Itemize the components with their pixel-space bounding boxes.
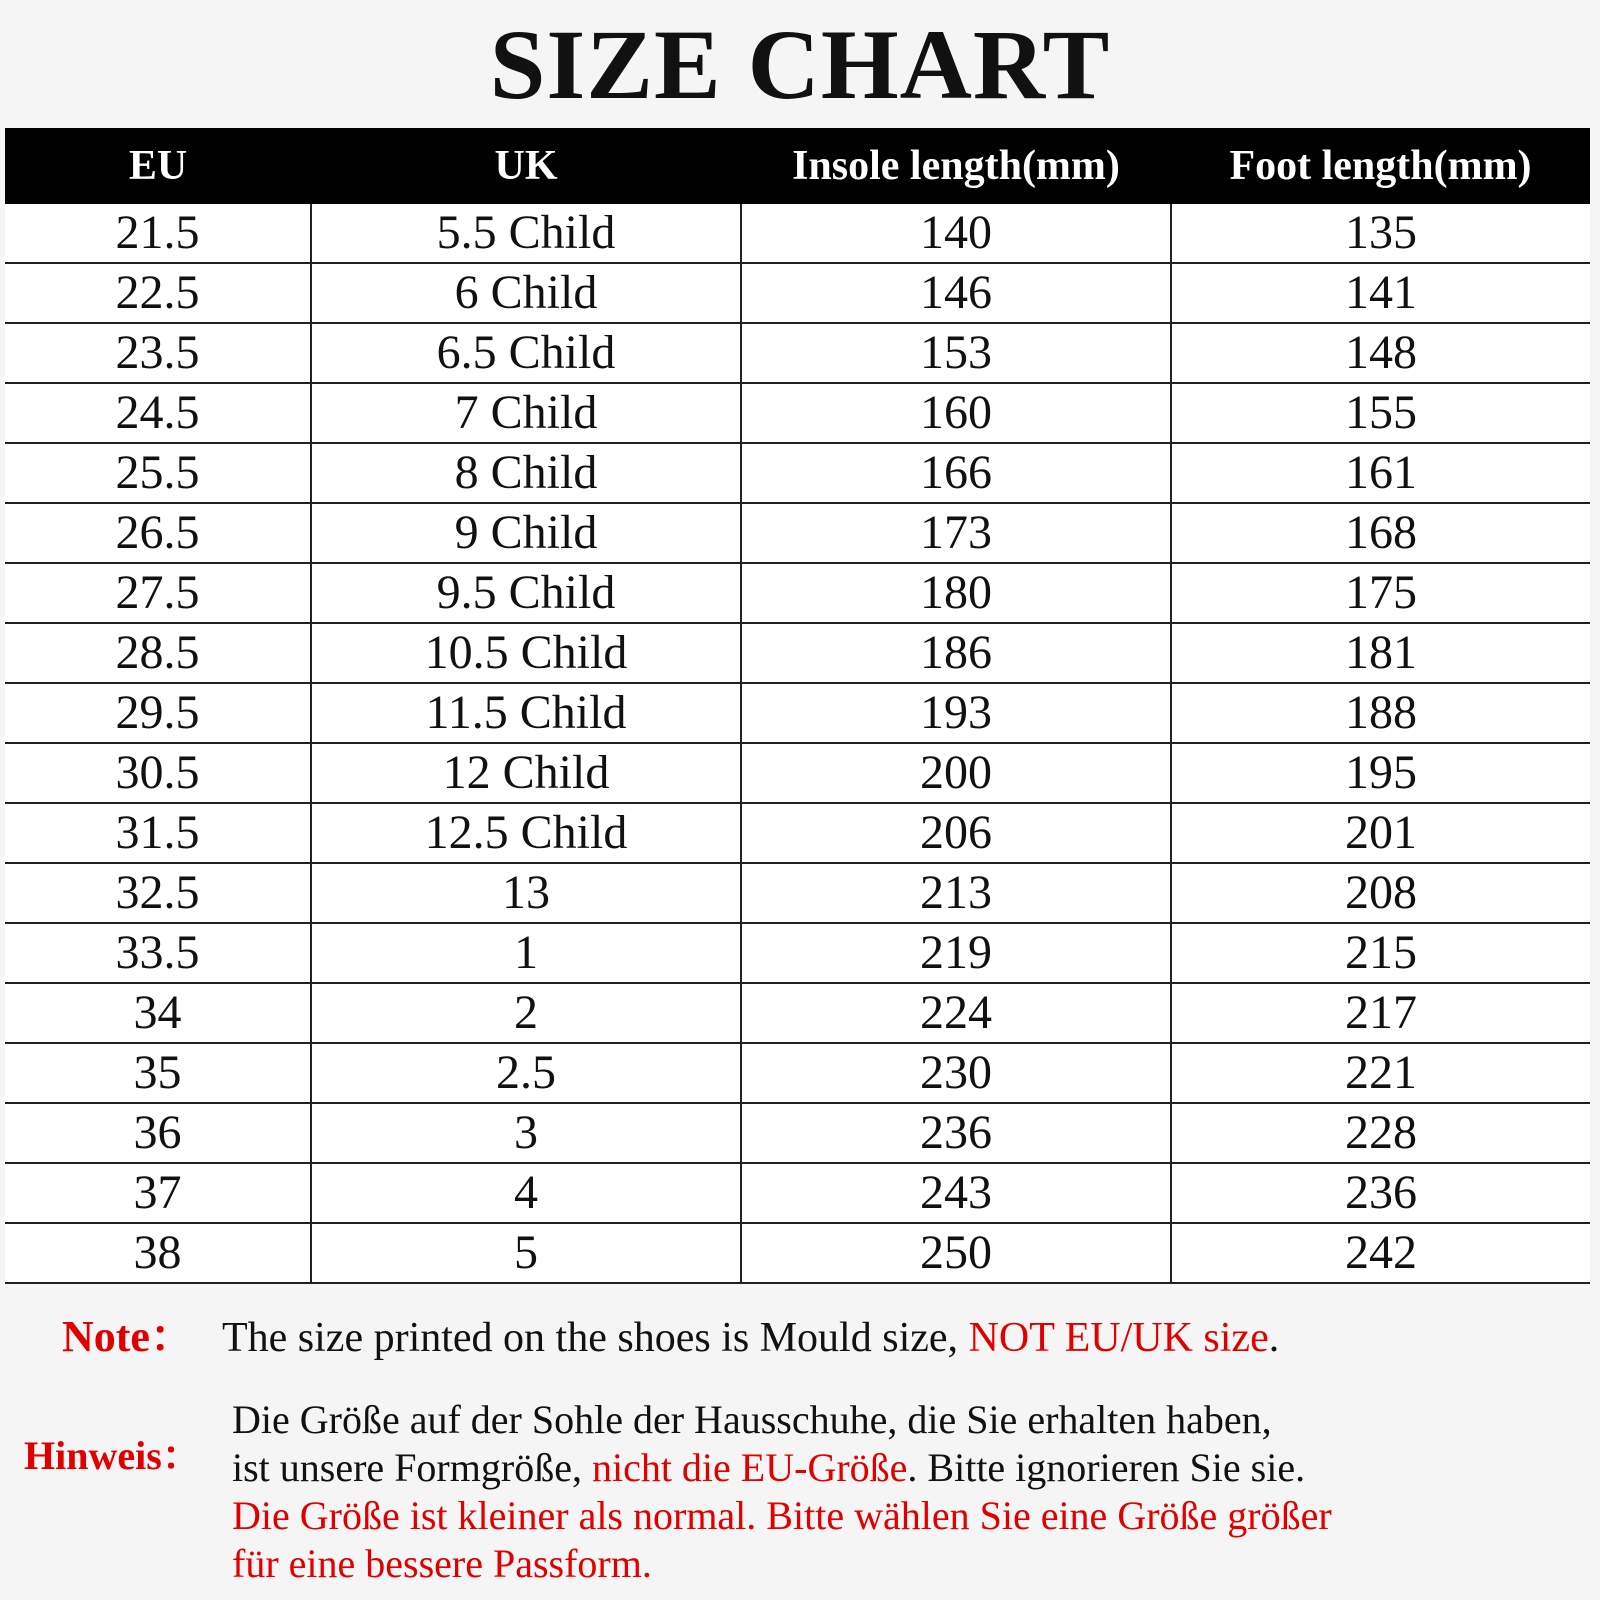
header-eu: EU: [5, 128, 311, 204]
cell-eu: 29.5: [5, 683, 311, 743]
cell-insole-length: 166: [741, 443, 1171, 503]
cell-eu: 26.5: [5, 503, 311, 563]
cell-eu: 21.5: [5, 204, 311, 263]
table-row: [5, 863, 1590, 923]
cell-foot-length: 148: [1171, 323, 1590, 383]
cell-eu: 32.5: [5, 863, 311, 923]
cell-eu: 35: [5, 1043, 311, 1103]
table-row: [5, 443, 1590, 503]
table-header-row: [5, 128, 1590, 204]
cell-insole-length: 186: [741, 623, 1171, 683]
cell-uk: 9.5 Child: [311, 563, 741, 623]
cell-insole-length: 230: [741, 1043, 1171, 1103]
header-insole-length: Insole length(mm): [741, 128, 1171, 204]
size-table-container: [5, 128, 1590, 1284]
cell-eu: 33.5: [5, 923, 311, 983]
hinweis-line-4: für eine bessere Passform.: [232, 1541, 652, 1586]
hinweis-line-1: Die Größe auf der Sohle der Hausschuhe, die Sie erhalten haben,: [232, 1397, 1272, 1442]
cell-foot-length: 181: [1171, 623, 1590, 683]
cell-uk: 10.5 Child: [311, 623, 741, 683]
cell-uk: 6 Child: [311, 263, 741, 323]
hinweis-line-2-start: ist unsere Formgröße,: [232, 1445, 592, 1490]
cell-insole-length: 160: [741, 383, 1171, 443]
size-table: [5, 128, 1590, 1284]
cell-uk: 11.5 Child: [311, 683, 741, 743]
cell-foot-length: 161: [1171, 443, 1590, 503]
cell-insole-length: 173: [741, 503, 1171, 563]
cell-insole-length: 224: [741, 983, 1171, 1043]
note-line: [62, 1300, 1279, 1364]
cell-insole-length: 200: [741, 743, 1171, 803]
cell-foot-length: 215: [1171, 923, 1590, 983]
cell-foot-length: 201: [1171, 803, 1590, 863]
cell-foot-length: 208: [1171, 863, 1590, 923]
cell-insole-length: 153: [741, 323, 1171, 383]
cell-uk: 6.5 Child: [311, 323, 741, 383]
table-row: [5, 743, 1590, 803]
cell-eu: 37: [5, 1163, 311, 1223]
cell-eu: 36: [5, 1103, 311, 1163]
cell-foot-length: 188: [1171, 683, 1590, 743]
hinweis-label: Hinweis：: [24, 1433, 202, 1478]
cell-uk: 5: [311, 1223, 741, 1283]
cell-uk: 8 Child: [311, 443, 741, 503]
cell-foot-length: 217: [1171, 983, 1590, 1043]
table-row: [5, 683, 1590, 743]
cell-uk: 12 Child: [311, 743, 741, 803]
cell-foot-length: 228: [1171, 1103, 1590, 1163]
cell-foot-length: 195: [1171, 743, 1590, 803]
hinweis-text: [232, 1396, 1562, 1588]
table-row: [5, 803, 1590, 863]
cell-foot-length: 168: [1171, 503, 1590, 563]
cell-foot-length: 141: [1171, 263, 1590, 323]
cell-insole-length: 193: [741, 683, 1171, 743]
cell-eu: 38: [5, 1223, 311, 1283]
cell-uk: 2: [311, 983, 741, 1043]
hinweis-line-2-end: . Bitte ignorieren Sie sie.: [907, 1445, 1306, 1490]
cell-insole-length: 250: [741, 1223, 1171, 1283]
table-row: [5, 1043, 1590, 1103]
header-foot-length: Foot length(mm): [1171, 128, 1590, 204]
chart-title: SIZE CHART: [489, 9, 1111, 120]
cell-insole-length: 140: [741, 204, 1171, 263]
note-end: .: [1268, 1315, 1280, 1361]
table-row: [5, 323, 1590, 383]
cell-eu: 25.5: [5, 443, 311, 503]
table-row: [5, 923, 1590, 983]
hinweis-line-2: [232, 1444, 1562, 1492]
table-body: [5, 204, 1590, 1283]
note-highlight: NOT EU/UK size: [968, 1315, 1269, 1361]
cell-eu: 34: [5, 983, 311, 1043]
cell-insole-length: 180: [741, 563, 1171, 623]
cell-insole-length: 146: [741, 263, 1171, 323]
table-row: [5, 563, 1590, 623]
cell-eu: 24.5: [5, 383, 311, 443]
cell-uk: 13: [311, 863, 741, 923]
hinweis-line-2-red: nicht die EU-Größe: [591, 1445, 908, 1490]
table-row: [5, 1223, 1590, 1283]
cell-foot-length: 221: [1171, 1043, 1590, 1103]
cell-uk: 7 Child: [311, 383, 741, 443]
header-uk: UK: [311, 128, 741, 204]
note-label: Note：: [62, 1312, 194, 1361]
note-text: The size printed on the shoes is Mould size,: [222, 1315, 969, 1361]
cell-eu: 31.5: [5, 803, 311, 863]
hinweis-line-3: Die Größe ist kleiner als normal. Bitte wählen Sie eine Größe größer: [232, 1493, 1332, 1538]
cell-insole-length: 243: [741, 1163, 1171, 1223]
table-row: [5, 263, 1590, 323]
cell-foot-length: 236: [1171, 1163, 1590, 1223]
cell-insole-length: 219: [741, 923, 1171, 983]
cell-uk: 3: [311, 1103, 741, 1163]
cell-uk: 12.5 Child: [311, 803, 741, 863]
cell-insole-length: 206: [741, 803, 1171, 863]
cell-uk: 5.5 Child: [311, 204, 741, 263]
cell-eu: 22.5: [5, 263, 311, 323]
cell-foot-length: 155: [1171, 383, 1590, 443]
cell-uk: 9 Child: [311, 503, 741, 563]
table-row: [5, 383, 1590, 443]
table-row: [5, 503, 1590, 563]
table-row: [5, 204, 1590, 263]
cell-uk: 2.5: [311, 1043, 741, 1103]
cell-eu: 30.5: [5, 743, 311, 803]
table-row: [5, 1103, 1590, 1163]
cell-insole-length: 236: [741, 1103, 1171, 1163]
cell-foot-length: 175: [1171, 563, 1590, 623]
cell-uk: 1: [311, 923, 741, 983]
cell-insole-length: 213: [741, 863, 1171, 923]
table-row: [5, 1163, 1590, 1223]
cell-foot-length: 135: [1171, 204, 1590, 263]
cell-eu: 27.5: [5, 563, 311, 623]
cell-eu: 23.5: [5, 323, 311, 383]
table-row: [5, 623, 1590, 683]
cell-foot-length: 242: [1171, 1223, 1590, 1283]
table-row: [5, 983, 1590, 1043]
cell-eu: 28.5: [5, 623, 311, 683]
cell-uk: 4: [311, 1163, 741, 1223]
